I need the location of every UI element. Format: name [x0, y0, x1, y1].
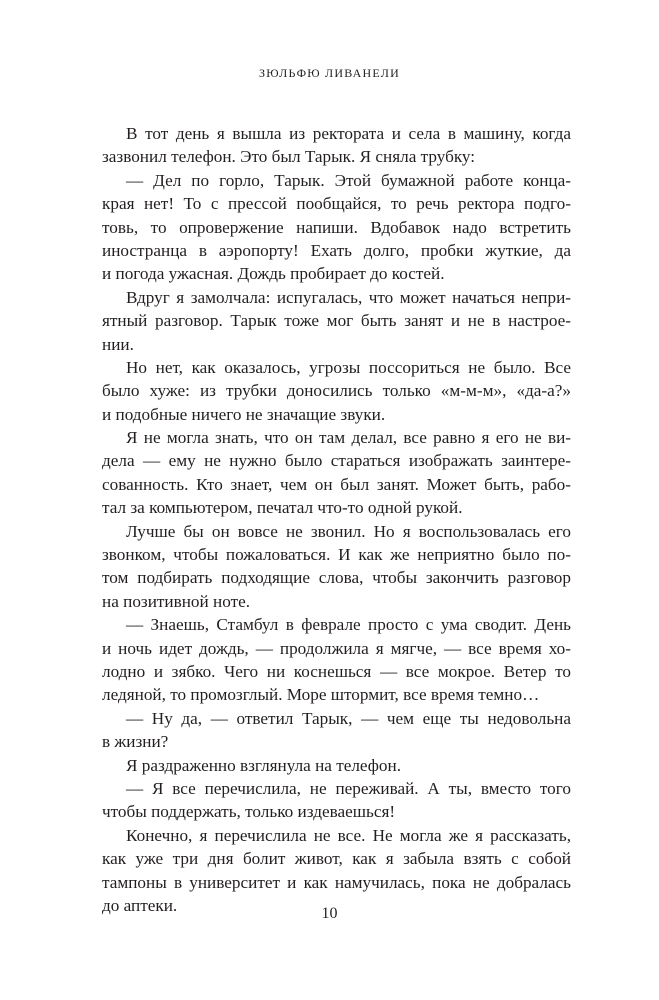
text-line: дела — ему не нужно было стараться изображать заинтере- [102, 451, 571, 471]
page-number: 10 [321, 905, 338, 922]
text-line: Я не могла знать, что он там делал, все равно я его не ви- [126, 428, 571, 448]
text-line: тампоны в университет и как намучилась, пока не добралась [102, 872, 571, 892]
text-line: — Знаешь, Стамбул в феврале просто с ума сводит. День [126, 615, 571, 635]
text-line: Но нет, как оказалось, угрозы поссориться не было. Все [126, 357, 571, 377]
text-line: в жизни? [102, 732, 169, 752]
text-line: чтобы поддержать, только издеваешься! [102, 802, 396, 822]
text-line: ледяной, то промозглый. Море штормит, все время темно… [102, 685, 540, 705]
text-line: как уже три дня болит живот, как я забыла взять с собой [102, 849, 571, 869]
text-line: Конечно, я перечислила не все. Не могла же я рассказать, [126, 825, 571, 845]
text-line: В тот день я вышла из ректората и села в машину, когда [126, 124, 571, 143]
text-line: — Я все перечислила, не переживай. А ты, вместо того [126, 778, 571, 798]
text-line: иностранца в аэропорту! Ехать долго, пробки жуткие, да [102, 240, 571, 260]
text-line: и погода ужасная. Дождь пробирает до костей. [102, 264, 445, 284]
text-line: звонком, чтобы пожаловаться. И как же неприятно было по- [102, 545, 571, 565]
running-head-author: ЗЮЛЬФЮ ЛИВАНЕЛИ [259, 66, 400, 80]
text-line: лодно и зябко. Чего ни коснешься — все мокрое. Ветер то [102, 661, 571, 681]
text-line: сованность. Кто знает, чем он был занят. Может быть, рабо- [102, 474, 571, 494]
text-line: ятный разговор. Тарык тоже мог быть занят и не в настрое- [102, 311, 571, 331]
text-line: до аптеки. [102, 895, 178, 915]
body-text [102, 122, 571, 917]
text-line: — Дел по горло, Тарык. Этой бумажной работе конца- [126, 170, 571, 190]
text-line: Вдруг я замолчала: испугалась, что может начаться непри- [126, 287, 571, 307]
text-line: края нет! То с прессой пообщайся, то речь ректора подго- [102, 194, 571, 214]
text-line: и ночь идет дождь, — продолжила я мягче, — все время хо- [102, 638, 571, 658]
text-line: на позитивной ноте. [102, 591, 251, 611]
text-line: — Ну да, — ответил Тарык, — чем еще ты недовольна [126, 708, 571, 728]
text-line: зазвонил телефон. Это был Тарык. Я сняла трубку: [102, 147, 476, 167]
text-line: нии. [102, 334, 134, 354]
text-line: Лучше бы он вовсе не звонил. Но я воспользовалась его [126, 521, 571, 541]
text-line: тал за компьютером, печатал что-то одной рукой. [102, 498, 463, 518]
text-line: Я раздраженно взглянула на телефон. [126, 755, 401, 775]
text-line: было хуже: из трубки доносились только «м-м-м», «да-а?» [102, 381, 571, 401]
text-line: и подобные ничего не значащие звуки. [102, 404, 386, 424]
text-line: товь, то опровержение напиши. Вдобавок надо встретить [102, 217, 571, 237]
text-line: том подбирать подходящие слова, чтобы закончить разговор [102, 568, 571, 588]
